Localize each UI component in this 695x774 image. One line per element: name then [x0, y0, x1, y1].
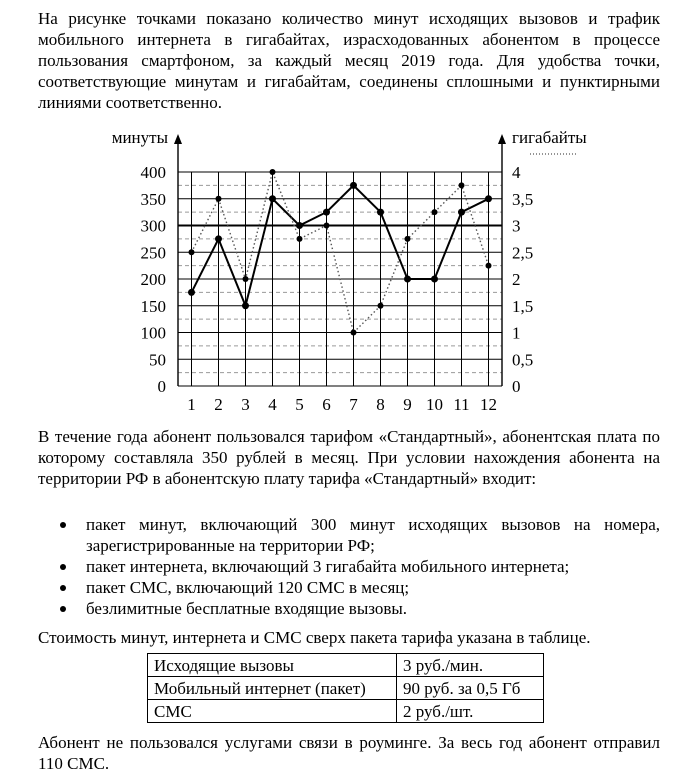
bullet-dot-icon	[60, 522, 66, 528]
bullet-dot-icon	[60, 564, 66, 570]
minutes-point	[215, 235, 222, 242]
minutes-point	[377, 209, 384, 216]
gigabytes-point	[459, 182, 465, 188]
table-row	[148, 677, 544, 700]
table-cell-service: СМС	[148, 700, 397, 723]
left-tick-label: 250	[140, 243, 166, 263]
bullet-text: пакет минут, включающий 300 минут исходящих вызовов на номера, зарегистрированные на территории РФ;	[86, 515, 660, 555]
table-cell-service: Исходящие вызовы	[148, 654, 397, 677]
table-caption	[38, 627, 660, 648]
x-tick-label: 10	[426, 395, 443, 414]
right-tick-label: 1,5	[512, 296, 534, 316]
gigabytes-point	[405, 236, 411, 242]
table-caption-text: Стоимость минут, интернета и СМС сверх пакета тарифа указана в таблице.	[38, 628, 591, 647]
right-tick-label: 0,5	[512, 350, 534, 370]
gigabytes-point	[297, 236, 303, 242]
minutes-point	[269, 195, 276, 202]
intro-text: На рисунке точками показано количество минут исходящих вызовов и трафик мобильного интернета в гигабайтах, израсходованных абонентом в процессе пользования смартфоном, за каждый месяц 2019 года. Для удобства точки, соответствующие минутам и гигабайтам, соединены сплошными и пунктирными линиями соответственно.	[38, 9, 660, 112]
x-tick-label: 1	[187, 395, 196, 414]
bullet-text: пакет интернета, включающий 3 гигабайта мобильного интернета;	[86, 557, 570, 576]
x-tick-label: 2	[214, 395, 223, 414]
tariff-paragraph	[38, 426, 660, 489]
right-tick-label: 2	[512, 270, 521, 289]
x-tick-label: 3	[241, 395, 250, 414]
table-cell-price: 90 руб. за 0,5 Гб	[397, 677, 544, 700]
x-tick-label: 11	[453, 395, 470, 414]
minutes-point	[323, 209, 330, 216]
final-text: Абонент не пользовался услугами связи в роуминге. За весь год абонент отправил 110 СМС.	[38, 733, 660, 773]
left-tick-label: 50	[149, 350, 166, 370]
bullet-item	[38, 598, 660, 619]
table-cell-price: 2 руб./шт.	[397, 700, 544, 723]
x-tick-label: 7	[349, 395, 358, 414]
right-tick-label: 4	[512, 163, 521, 182]
tariff-text: В течение года абонент пользовался тарифом «Стандартный», абонентская плата по которому составляла 350 рублей в месяц. При условии нахождения абонента на территории РФ в абонентскую плату тарифа «Стандартный» входит:	[38, 427, 660, 488]
right-axis-arrow-icon	[498, 134, 506, 144]
gigabytes-point	[270, 169, 276, 175]
minutes-point	[485, 195, 492, 202]
final-paragraph	[38, 732, 660, 774]
table-row	[148, 700, 544, 723]
table-row	[148, 654, 544, 677]
minutes-point	[242, 302, 249, 309]
bullet-dot-icon	[60, 585, 66, 591]
left-tick-label: 100	[140, 323, 166, 343]
left-tick-label: 300	[140, 216, 166, 236]
minutes-point	[296, 222, 303, 229]
bullet-item	[38, 556, 660, 577]
minutes-point	[350, 182, 357, 189]
gigabytes-point	[351, 330, 357, 336]
left-tick-label: 0	[157, 377, 166, 396]
minutes-point	[404, 276, 411, 283]
gigabytes-point	[216, 196, 222, 202]
minutes-point	[188, 289, 195, 296]
bullet-text: безлимитные бесплатные входящие вызовы.	[86, 599, 408, 618]
left-axis-title: минуты	[111, 128, 168, 147]
gigabytes-point	[324, 223, 330, 229]
x-tick-label: 6	[322, 395, 331, 414]
line-chart	[0, 128, 695, 418]
table-cell-price: 3 руб./мин.	[397, 654, 544, 677]
bullet-item	[38, 514, 660, 556]
table-cell-service: Мобильный интернет (пакет)	[148, 677, 397, 700]
left-tick-label: 200	[140, 270, 166, 289]
gigabytes-point	[189, 249, 195, 255]
bullet-dot-icon	[60, 606, 66, 612]
right-tick-label: 3	[512, 216, 521, 236]
left-axis-arrow-icon	[174, 134, 182, 144]
cost-table	[147, 653, 544, 723]
bullet-text: пакет СМС, включающий 120 СМС в месяц;	[86, 578, 410, 597]
right-tick-label: 0	[512, 377, 521, 396]
x-tick-label: 8	[376, 395, 385, 414]
left-tick-label: 400	[140, 163, 166, 182]
gigabytes-point	[243, 276, 249, 282]
intro-paragraph	[38, 8, 660, 113]
right-tick-label: 2,5	[512, 243, 534, 263]
gigabytes-point	[486, 263, 492, 269]
right-tick-label: 3,5	[512, 189, 534, 209]
gigabytes-point	[378, 303, 384, 309]
gigabytes-point	[432, 209, 438, 215]
right-tick-label: 1	[512, 323, 521, 343]
left-tick-label: 350	[140, 189, 166, 209]
bullet-item	[38, 577, 660, 598]
x-tick-label: 4	[268, 395, 277, 414]
tariff-bullet-list	[38, 514, 660, 619]
x-tick-label: 12	[480, 395, 497, 414]
left-tick-label: 150	[140, 296, 166, 316]
right-axis-title: гигабайты	[512, 128, 587, 147]
minutes-point	[458, 209, 465, 216]
x-tick-label: 9	[403, 395, 412, 414]
x-tick-label: 5	[295, 395, 304, 414]
minutes-point	[431, 276, 438, 283]
